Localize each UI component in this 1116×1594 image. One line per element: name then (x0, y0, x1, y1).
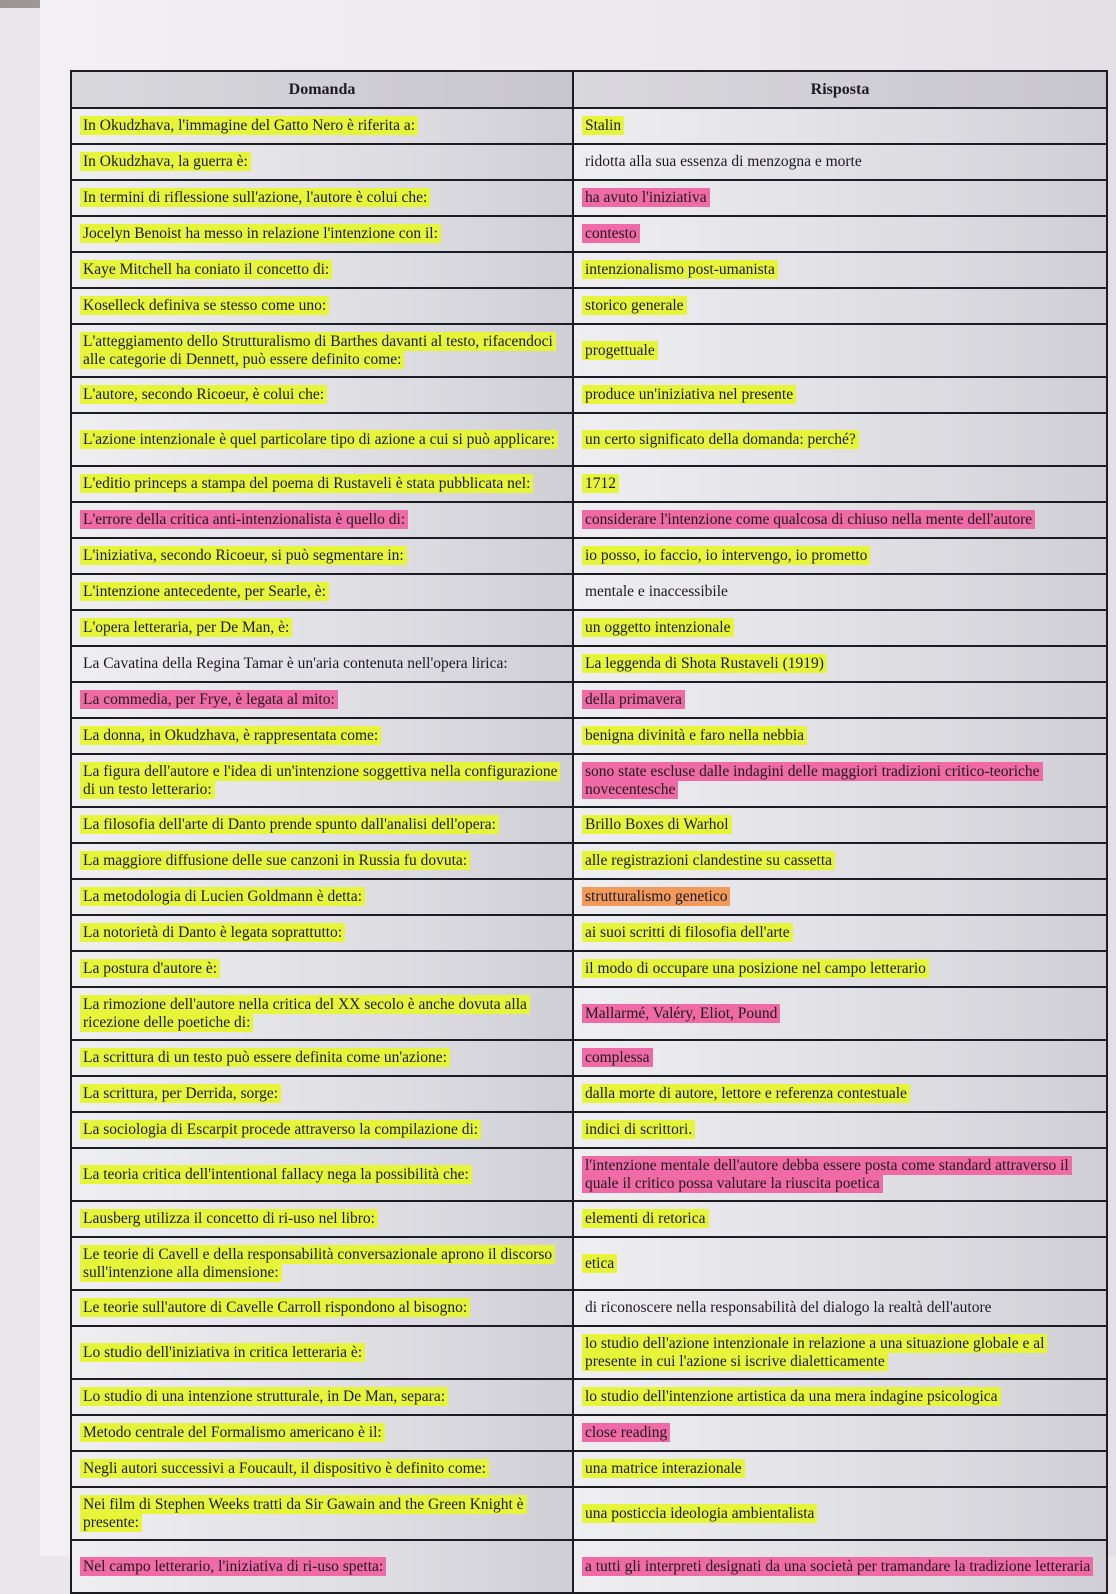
question-text: L'editio princeps a stampa del poema di Rustaveli è stata pubblicata nel: (80, 474, 533, 493)
table-row (71, 1148, 1107, 1201)
question-cell (71, 1040, 573, 1076)
question-cell (71, 879, 573, 915)
question-cell (71, 377, 573, 413)
answer-text: ai suoi scritti di filosofia dell'arte (582, 923, 793, 942)
question-text: L'opera letteraria, per De Man, è: (80, 618, 292, 637)
question-text: La teoria critica dell'intentional fallacy nega la possibilità che: (80, 1165, 472, 1184)
question-text: La donna, in Okudzhava, è rappresentata come: (80, 726, 381, 745)
answer-cell (573, 879, 1107, 915)
table-row (71, 879, 1107, 915)
answer-cell (573, 843, 1107, 879)
table-row (71, 1076, 1107, 1112)
answer-cell (573, 538, 1107, 574)
answer-cell (573, 951, 1107, 987)
question-cell (71, 144, 573, 180)
answer-text: lo studio dell'intenzione artistica da una mera indagine psicologica (582, 1387, 1001, 1406)
table-row (71, 1237, 1107, 1290)
answer-text: mentale e inaccessibile (585, 583, 728, 600)
question-cell (71, 288, 573, 324)
question-cell (71, 951, 573, 987)
answer-cell (573, 180, 1107, 216)
question-cell (71, 1415, 573, 1451)
question-text: La maggiore diffusione delle sue canzoni in Russia fu dovuta: (80, 851, 470, 870)
answer-cell (573, 1290, 1107, 1326)
question-text: L'errore della critica anti-intenzionalista è quello di: (80, 510, 408, 529)
question-cell (71, 216, 573, 252)
table-row (71, 1540, 1107, 1593)
question-text: La postura d'autore è: (80, 959, 220, 978)
answer-cell (573, 574, 1107, 610)
answer-cell (573, 807, 1107, 843)
question-cell (71, 1451, 573, 1487)
question-cell (71, 1201, 573, 1237)
answer-text: a tutti gli interpreti designati da una società per tramandare la tradizione letteraria (582, 1557, 1093, 1576)
question-text: Koselleck definiva se stesso come uno: (80, 296, 329, 315)
question-cell (71, 915, 573, 951)
answer-cell (573, 682, 1107, 718)
question-cell (71, 466, 573, 502)
question-cell (71, 1540, 573, 1593)
answer-text: della primavera (582, 690, 685, 709)
question-cell (71, 324, 573, 377)
table-row (71, 502, 1107, 538)
answer-text: ha avuto l'iniziativa (582, 188, 710, 207)
question-text: La rimozione dell'autore nella critica del XX secolo è anche dovuta alla ricezione delle poetiche di: (80, 995, 530, 1032)
question-cell (71, 1487, 573, 1540)
answer-text: produce un'iniziativa nel presente (582, 385, 796, 404)
answer-text: il modo di occupare una posizione nel campo letterario (582, 959, 929, 978)
table-row (71, 754, 1107, 807)
answer-text: Brillo Boxes di Warhol (582, 815, 732, 834)
table-row (71, 1487, 1107, 1540)
answer-cell (573, 1040, 1107, 1076)
question-text: L'azione intenzionale è quel particolare tipo di azione a cui si può applicare: (80, 430, 558, 449)
question-cell (71, 413, 573, 466)
header-question: Domanda (71, 71, 573, 108)
question-cell (71, 1237, 573, 1290)
answer-cell (573, 216, 1107, 252)
table-row (71, 1326, 1107, 1379)
answer-text: storico generale (582, 296, 687, 315)
answer-text: indici di scrittori. (582, 1120, 695, 1139)
answer-cell (573, 1326, 1107, 1379)
answer-text: La leggenda di Shota Rustaveli (1919) (582, 654, 827, 673)
question-text: In Okudzhava, l'immagine del Gatto Nero è riferita a: (80, 116, 418, 135)
table-header-row (71, 71, 1107, 108)
question-text: La filosofia dell'arte di Danto prende spunto dall'analisi dell'opera: (80, 815, 499, 834)
question-cell (71, 538, 573, 574)
question-text: Lo studio dell'iniziativa in critica letteraria è: (80, 1343, 365, 1362)
question-text: La scrittura di un testo può essere definita come un'azione: (80, 1048, 450, 1067)
table-row (71, 646, 1107, 682)
answer-cell (573, 718, 1107, 754)
question-cell (71, 718, 573, 754)
question-cell (71, 252, 573, 288)
answer-text: considerare l'intenzione come qualcosa di chiuso nella mente dell'autore (582, 510, 1035, 529)
answer-text: strutturalismo genetico (582, 887, 730, 906)
question-cell (71, 1112, 573, 1148)
answer-text: una posticcia ideologia ambientalista (582, 1504, 817, 1523)
table-row (71, 377, 1107, 413)
table-row (71, 807, 1107, 843)
question-cell (71, 807, 573, 843)
table-row (71, 1112, 1107, 1148)
answer-cell (573, 1379, 1107, 1415)
answer-cell (573, 915, 1107, 951)
answer-text: di riconoscere nella responsabilità del dialogo la realtà dell'autore (585, 1299, 992, 1316)
answer-text: io posso, io faccio, io intervengo, io prometto (582, 546, 870, 565)
table-row (71, 180, 1107, 216)
answer-cell (573, 1487, 1107, 1540)
answer-cell (573, 502, 1107, 538)
question-text: Nei film di Stephen Weeks tratti da Sir Gawain and the Green Knight è presente: (80, 1495, 527, 1532)
table-row (71, 216, 1107, 252)
answer-cell (573, 646, 1107, 682)
table-body (71, 108, 1107, 1593)
answer-text: ridotta alla sua essenza di menzogna e morte (585, 153, 862, 170)
table-row (71, 1201, 1107, 1237)
question-cell (71, 754, 573, 807)
answer-text: lo studio dell'azione intenzionale in relazione a una situazione globale e al presente in cui l'azione si iscrive dialetticamente (582, 1334, 1047, 1371)
answer-text: elementi di retorica (582, 1209, 709, 1228)
answer-cell (573, 754, 1107, 807)
answer-text: un certo significato della domanda: perché? (582, 430, 859, 449)
table-row (71, 413, 1107, 466)
table-row (71, 682, 1107, 718)
answer-text: sono state escluse dalle indagini delle maggiori tradizioni critico-teoriche novecentesche (582, 762, 1043, 799)
table-row (71, 538, 1107, 574)
table-row (71, 252, 1107, 288)
answer-text: Mallarmé, Valéry, Eliot, Pound (582, 1004, 780, 1023)
table-row (71, 1451, 1107, 1487)
answer-cell (573, 252, 1107, 288)
question-cell (71, 1379, 573, 1415)
question-text: Nel campo letterario, l'iniziativa di ri-uso spetta: (80, 1557, 386, 1576)
answer-text: dalla morte di autore, lettore e referenza contestuale (582, 1084, 910, 1103)
answer-cell (573, 413, 1107, 466)
question-text: Le teorie di Cavell e della responsabilità conversazionale aprono il discorso sull'intenzione alla dimensione: (80, 1245, 555, 1282)
answer-cell (573, 987, 1107, 1040)
question-cell (71, 574, 573, 610)
table-row (71, 324, 1107, 377)
question-text: L'autore, secondo Ricoeur, è colui che: (80, 385, 327, 404)
question-cell (71, 1076, 573, 1112)
question-text: Metodo centrale del Formalismo americano è il: (80, 1423, 385, 1442)
answer-text: 1712 (582, 474, 619, 493)
question-text: La notorietà di Danto è legata soprattutto: (80, 923, 345, 942)
question-text: La Cavatina della Regina Tamar è un'aria contenuta nell'opera lirica: (83, 655, 508, 672)
question-text: La figura dell'autore e l'idea di un'intenzione soggettiva nella configurazione di un testo letterario: (80, 762, 560, 799)
question-cell (71, 843, 573, 879)
question-text: Le teorie sull'autore di Cavelle Carroll rispondono al bisogno: (80, 1298, 470, 1317)
table-row (71, 951, 1107, 987)
table-row (71, 915, 1107, 951)
answer-text: l'intenzione mentale dell'autore debba essere posta come standard attraverso il quale il critico possa valutare la riuscita poetica (582, 1156, 1072, 1193)
answer-cell (573, 1237, 1107, 1290)
question-cell (71, 1148, 573, 1201)
question-text: L'atteggiamento dello Strutturalismo di Barthes davanti al testo, rifacendoci alle categorie di Dennett, può essere definito come: (80, 332, 556, 369)
question-cell (71, 502, 573, 538)
question-text: L'intenzione antecedente, per Searle, è: (80, 582, 329, 601)
question-cell (71, 682, 573, 718)
answer-text: close reading (582, 1423, 670, 1442)
answer-text: contesto (582, 224, 640, 243)
answer-text: progettuale (582, 341, 658, 360)
question-text: Jocelyn Benoist ha messo in relazione l'intenzione con il: (80, 224, 441, 243)
answer-cell (573, 377, 1107, 413)
header-answer: Risposta (573, 71, 1107, 108)
answer-cell (573, 1112, 1107, 1148)
question-cell (71, 1290, 573, 1326)
answer-text: etica (582, 1254, 617, 1273)
table-row (71, 466, 1107, 502)
question-text: Negli autori successivi a Foucault, il dispositivo è definito come: (80, 1459, 489, 1478)
answer-cell (573, 1201, 1107, 1237)
answer-text: intenzionalismo post-umanista (582, 260, 778, 279)
answer-cell (573, 108, 1107, 144)
answer-text: alle registrazioni clandestine su cassetta (582, 851, 835, 870)
table-row (71, 1415, 1107, 1451)
answer-text: un oggetto intenzionale (582, 618, 734, 637)
table-row (71, 574, 1107, 610)
question-text: In termini di riflessione sull'azione, l'autore è colui che: (80, 188, 430, 207)
answer-cell (573, 1451, 1107, 1487)
question-text: La sociologia di Escarpit procede attraverso la compilazione di: (80, 1120, 481, 1139)
table-row (71, 610, 1107, 646)
answer-cell (573, 324, 1107, 377)
question-cell (71, 1326, 573, 1379)
table-row (71, 718, 1107, 754)
question-cell (71, 180, 573, 216)
answer-cell (573, 144, 1107, 180)
question-text: La metodologia di Lucien Goldmann è detta: (80, 887, 365, 906)
answer-cell (573, 610, 1107, 646)
table-row (71, 144, 1107, 180)
question-cell (71, 610, 573, 646)
question-text: La commedia, per Frye, è legata al mito: (80, 690, 338, 709)
answer-text: complessa (582, 1048, 653, 1067)
question-cell (71, 108, 573, 144)
question-cell (71, 646, 573, 682)
question-text: Lo studio di una intenzione strutturale, in De Man, separa: (80, 1387, 448, 1406)
answer-cell (573, 466, 1107, 502)
question-text: La scrittura, per Derrida, sorge: (80, 1084, 281, 1103)
question-text: L'iniziativa, secondo Ricoeur, si può segmentare in: (80, 546, 407, 565)
answer-text: una matrice interazionale (582, 1459, 745, 1478)
question-cell (71, 987, 573, 1040)
answer-cell (573, 288, 1107, 324)
table-row (71, 1379, 1107, 1415)
question-text: Lausberg utilizza il concetto di ri-uso nel libro: (80, 1209, 378, 1228)
answer-cell (573, 1148, 1107, 1201)
question-text: In Okudzhava, la guerra è: (80, 152, 251, 171)
answer-cell (573, 1540, 1107, 1593)
table-row (71, 288, 1107, 324)
answer-cell (573, 1076, 1107, 1112)
table-row (71, 1040, 1107, 1076)
table-row (71, 108, 1107, 144)
answer-cell (573, 1415, 1107, 1451)
table-row (71, 1290, 1107, 1326)
qa-table (70, 70, 1108, 1594)
question-text: Kaye Mitchell ha coniato il concetto di: (80, 260, 332, 279)
table-row (71, 987, 1107, 1040)
answer-text: benigna divinità e faro nella nebbia (582, 726, 807, 745)
answer-text: Stalin (582, 116, 624, 135)
table-row (71, 843, 1107, 879)
